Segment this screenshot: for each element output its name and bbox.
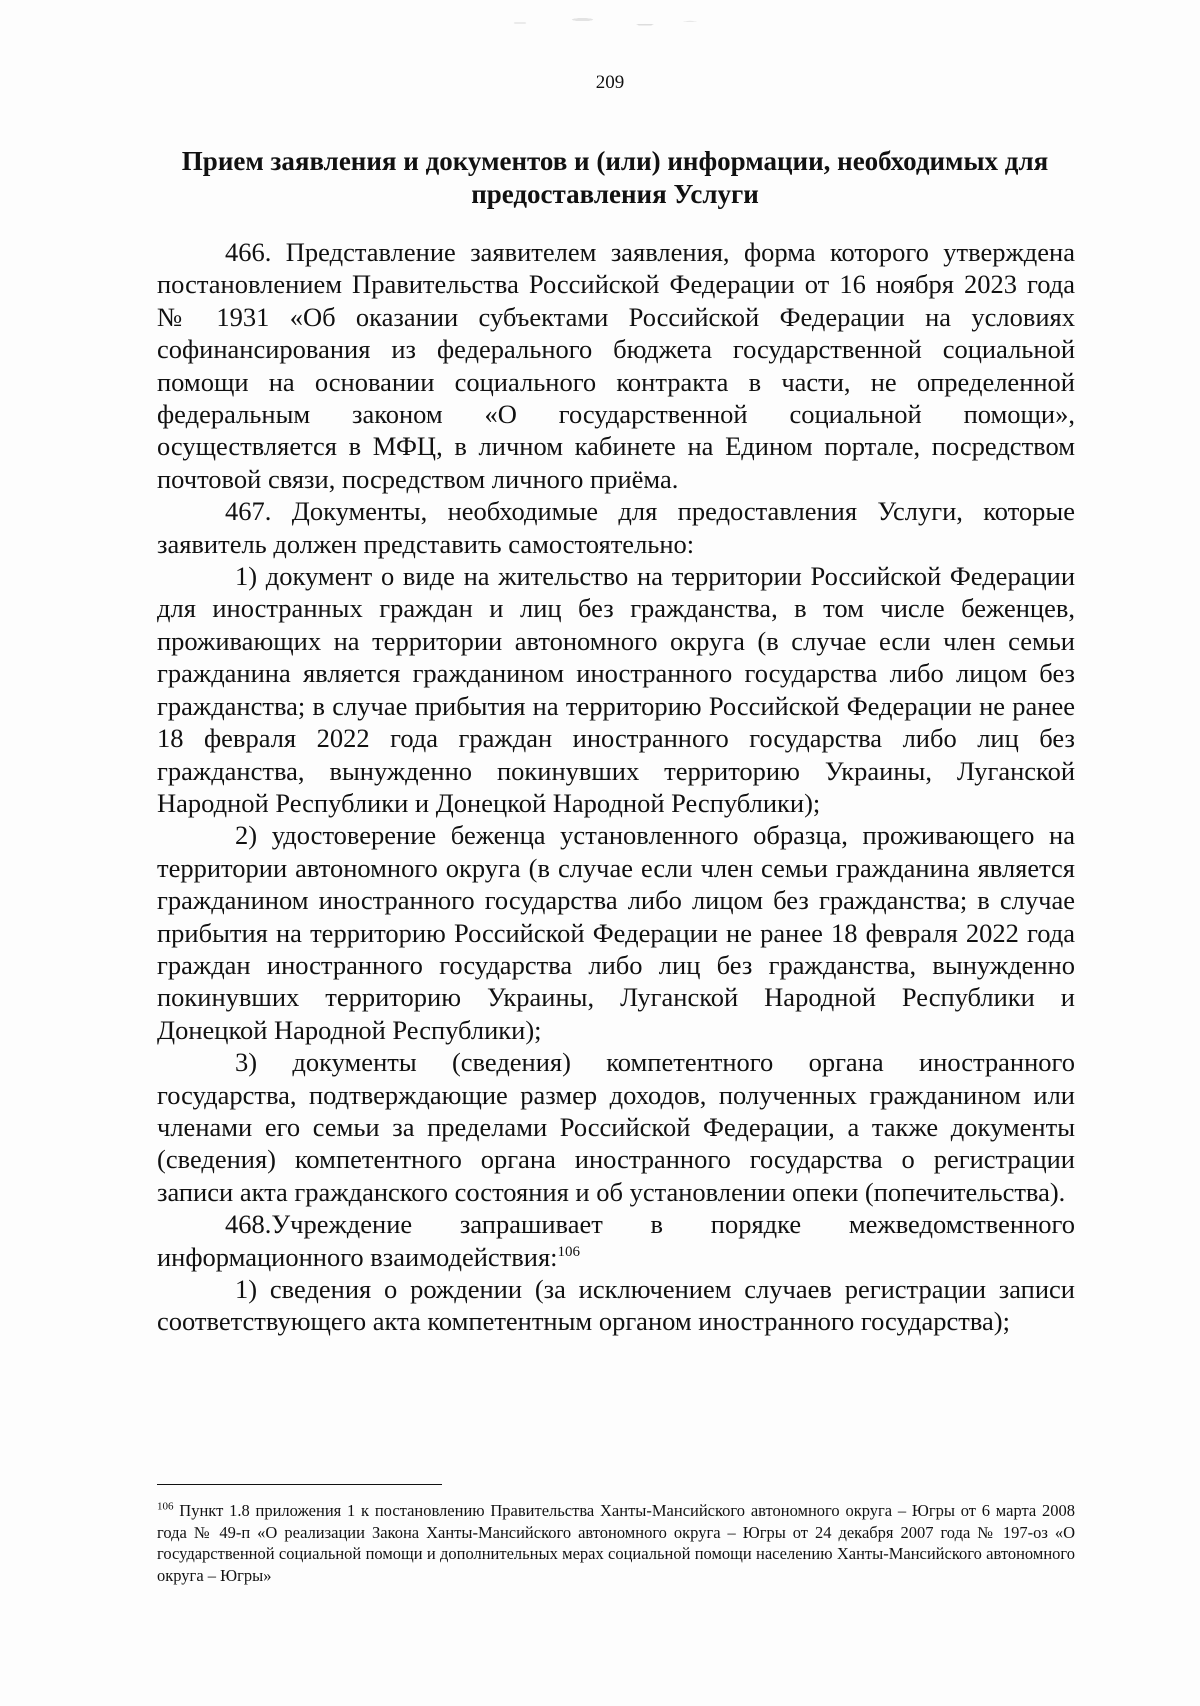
scan-artifact: [470, 6, 720, 40]
footnote-reference[interactable]: 106: [557, 1243, 580, 1260]
paragraph-467-item-3: 3) документы (сведения) компетентного органа иностранного государства, подтверждающие размер доходов, полученных гражданином или членами его семьи за пределами Российской Федерации, а также документы (сведения) компетентного органа иностранного государства о регистрации записи акта гражданского состояния и об установлении опеки (попечительства).: [157, 1047, 1075, 1207]
paragraph-468: [157, 1208, 1075, 1273]
body-text: [157, 236, 1075, 1338]
footnote: [157, 1500, 1075, 1586]
section-title: Прием заявления и документов и (или) информации, необходимых для предоставления Услуги: [181, 146, 1049, 209]
page-number: 209: [595, 72, 625, 93]
footnote-divider: [157, 1484, 442, 1485]
footnote-mark: 106: [157, 1500, 174, 1513]
paragraph-468-text: 468.Учреждение запрашивает в порядке межведомственного информационного взаимодействия:: [157, 1209, 1075, 1272]
footnote-text: Пункт 1.8 приложения 1 к постановлению Правительства Ханты-Мансийского автономного округа – Югры от 6 марта 2008 года № 49-п «О реализации Закона Ханты-Мансийского автономного округа – Югры от 24 декабря 2007 года № 197-оз «О государственной социальной помощи и дополнительных мерах социальной помощи населению Ханты-Мансийского автономного округа – Югры»: [157, 1501, 1076, 1585]
paragraph-468-item-1: 1) сведения о рождении (за исключением случаев регистрации записи соответствующего акта компетентным органом иностранного государства);: [157, 1274, 1075, 1337]
paragraph-466: 466. Представление заявителем заявления, форма которого утверждена постановлением Правительства Российской Федерации от 16 ноября 2023 года № 1931 «Об оказании субъектами Российской Федерации на условиях софинансирования из федерального бюджета государственной социальной помощи на основании социального контракта в части, не определенной федеральным законом «О государственной социальной помощи», осуществляется в МФЦ, в личном кабинете на Едином портале, посредством почтовой связи, посредством личного приёма.: [157, 237, 1075, 494]
paragraph-467-item-1: 1) документ о виде на жительство на территории Российской Федерации для иностранных граждан и лиц без гражданства, в том числе беженцев, проживающих на территории автономного округа (в случае если член семьи гражданина является гражданином иностранного государства либо лицом без гражданства; в случае прибытия на территорию Российской Федерации не ранее 18 февраля 2022 года граждан иностранного государства либо лиц без гражданства, вынужденно покинувших территорию Украины, Луганской Народной Республики и Донецкой Народной Республики);: [157, 561, 1075, 818]
paragraph-467-item-2: 2) удостоверение беженца установленного образца, проживающего на территории автономного округа (в случае если член семьи гражданина является гражданином иностранного государства либо лицом без гражданства; в случае прибытия на территорию Российской Федерации не ранее 18 февраля 2022 года граждан иностранного государства либо лиц без гражданства, вынужденно покинувших территорию Украины, Луганской Народной Республики и Донецкой Народной Республики);: [157, 820, 1075, 1045]
paragraph-467: 467. Документы, необходимые для предоставления Услуги, которые заявитель должен представить самостоятельно:: [157, 496, 1075, 559]
